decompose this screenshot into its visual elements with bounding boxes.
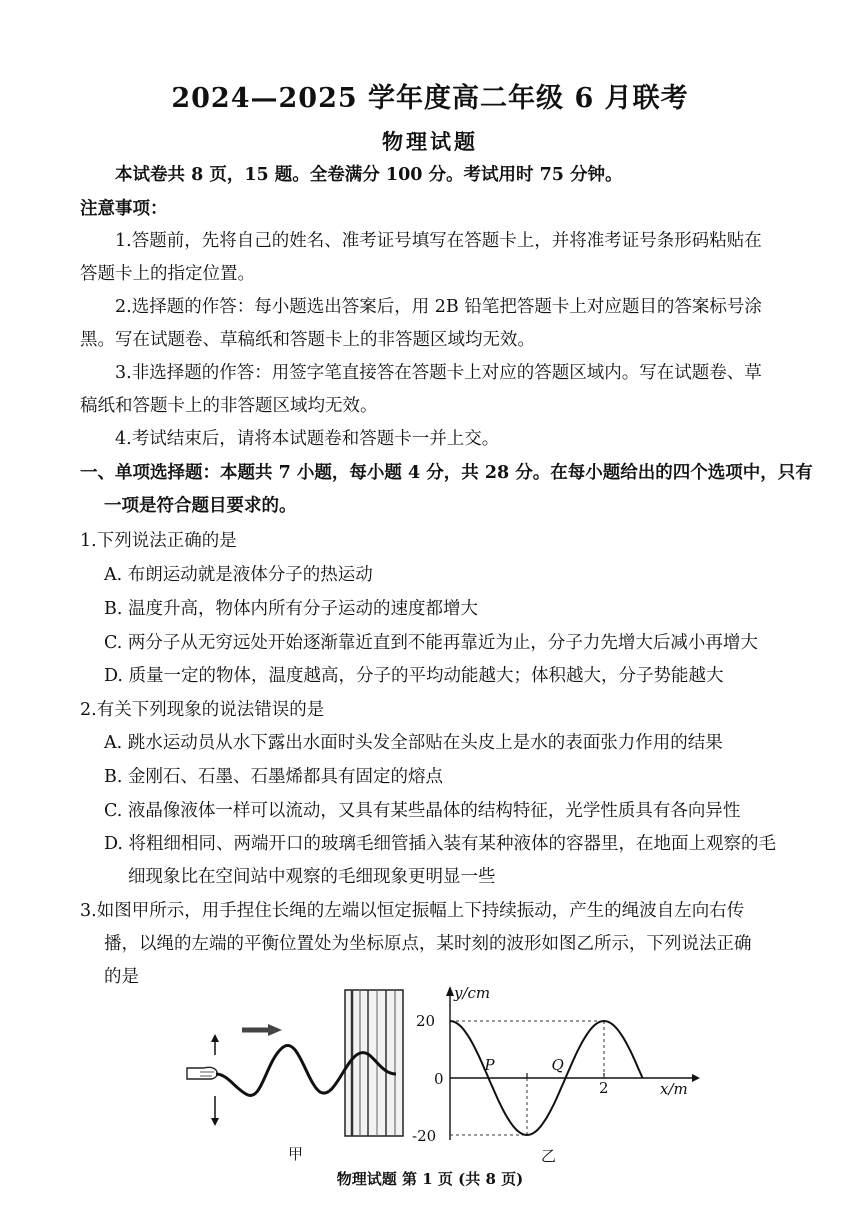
point-label-p: P [484, 1056, 495, 1074]
x-axis-arrow-icon [692, 1074, 700, 1082]
question-2-option-d-cont: 细现象比在空间站中观察的毛细现象更明显一些 [128, 867, 496, 887]
y-axis-label: y/cm [454, 984, 491, 1002]
arrow-right-icon [242, 1024, 282, 1036]
section-heading: 一、单项选择题：本题共 7 小题，每小题 4 分，共 28 分。在每小题给出的四个选项中，只有 [80, 463, 813, 483]
question-2-option-c: C. 液晶像液体一样可以流动，又具有某些晶体的结构特征，光学性质具有各向异性 [104, 801, 741, 821]
question-2-option-d: D. 将粗细相同、两端开口的玻璃毛细管插入装有某种液体的容器里，在地面上观察的毛 [104, 834, 777, 854]
section-heading-cont: 一项是符合题目要求的。 [104, 496, 297, 516]
notice-line: 3.非选择题的作答：用签字笔直接答在答题卡上对应的答题区域内。写在试题卷、草 [115, 363, 762, 383]
notice-line: 稿纸和答题卡上的非答题区域均无效。 [80, 396, 378, 416]
question-1-option-a: A. 布朗运动就是液体分子的热运动 [104, 565, 373, 585]
question-1-option-d: D. 质量一定的物体，温度越高，分子的平均动能越大；体积越大，分子势能越大 [104, 666, 724, 686]
wall [345, 990, 403, 1136]
page-footer: 物理试题 第 1 页 (共 8 页) [336, 1170, 524, 1188]
question-2-option-a: A. 跳水运动员从水下露出水面时头发全部贴在头皮上是水的表面张力作用的结果 [104, 733, 723, 753]
notice-line: 黑。写在试题卷、草稿纸和答题卡上的非答题区域均无效。 [80, 330, 535, 350]
question-1-option-c: C. 两分子从无穷远处开始逐渐靠近直到不能再靠近为止，分子力先增大后减小再增大 [104, 633, 758, 653]
notice-line: 1.答题前，先将自己的姓名、准考证号填写在答题卡上，并将准考证号条形码粘贴在 [115, 231, 762, 251]
question-2-option-b: B. 金刚石、石墨、石墨烯都具有固定的熔点 [104, 767, 443, 787]
question-3-stem-cont: 播，以绳的左端的平衡位置处为坐标原点，某时刻的波形如图乙所示，下列说法正确 [104, 934, 752, 954]
y-tick-label: -20 [412, 1127, 437, 1145]
exam-intro: 本试卷共 8 页，15 题。全卷满分 100 分。考试用时 75 分钟。 [115, 165, 623, 185]
y-tick-label: 0 [434, 1070, 444, 1088]
question-2-stem: 2.有关下列现象的说法错误的是 [80, 700, 325, 720]
figure-caption-yi: 乙 [541, 1147, 557, 1165]
question-3-stem-cont: 的是 [104, 967, 139, 987]
figure-rope-wave [187, 990, 403, 1136]
y-tick-label: 20 [416, 1012, 436, 1030]
arrow-down-icon [211, 1096, 219, 1126]
x-tick-label: 2 [599, 1079, 609, 1097]
x-axis-label: x/m [660, 1080, 688, 1098]
y-axis-arrow-icon [446, 986, 454, 996]
notice-line: 4.考试结束后，请将本试题卷和答题卡一并上交。 [115, 429, 500, 449]
question-3-stem: 3.如图甲所示，用手捏住长绳的左端以恒定振幅上下持续振动，产生的绳波自左向右传 [80, 901, 745, 921]
figure-caption-jia: 甲 [288, 1145, 304, 1163]
hand-icon [187, 1067, 217, 1079]
question-1-stem: 1.下列说法正确的是 [80, 531, 237, 551]
point-label-q: Q [551, 1056, 564, 1074]
notice-line: 2.选择题的作答：每小题选出答案后，用 2B 铅笔把答题卡上对应题目的答案标号涂 [115, 297, 762, 317]
page-title: 2024—2025 学年度高二年级 6 月联考 [171, 83, 689, 114]
page-subtitle: 物理试题 [382, 129, 478, 154]
question-1-option-b: B. 温度升高，物体内所有分子运动的速度都增大 [104, 599, 478, 619]
wave-graph [412, 984, 700, 1145]
notice-line: 答题卡上的指定位置。 [80, 264, 255, 284]
notice-heading: 注意事项： [80, 199, 168, 219]
arrow-up-icon [211, 1034, 219, 1055]
